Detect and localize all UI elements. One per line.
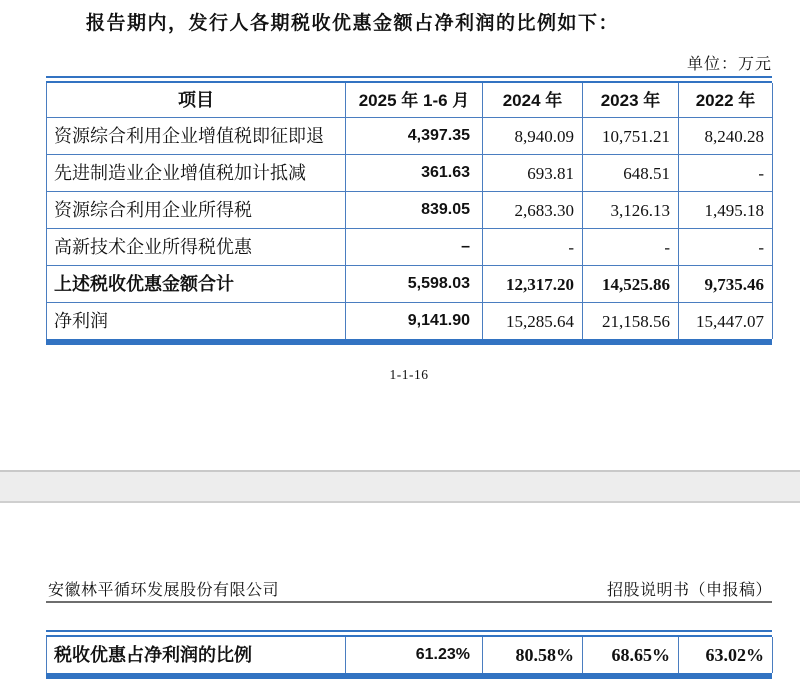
value-2024: 80.58% xyxy=(483,637,583,673)
value-2025: 9,141.90 xyxy=(346,303,483,340)
value-2023: 14,525.86 xyxy=(583,266,679,303)
value-2024: - xyxy=(483,229,583,266)
tax-benefit-table xyxy=(46,76,772,345)
value-2024: 15,285.64 xyxy=(483,303,583,340)
page-number: 1-1-16 xyxy=(389,367,429,382)
row-label: 先进制造业企业增值税加计抵减 xyxy=(47,155,346,192)
value-2023: 10,751.21 xyxy=(583,118,679,155)
value-2022: - xyxy=(679,229,773,266)
table-row xyxy=(47,118,773,155)
value-2024: 12,317.20 xyxy=(483,266,583,303)
table-row xyxy=(47,229,773,266)
header-cell-item: 项目 xyxy=(47,83,346,118)
value-2025: 5,598.03 xyxy=(346,266,483,303)
value-2022: 1,495.18 xyxy=(679,192,773,229)
value-2022: - xyxy=(679,155,773,192)
value-2023: 648.51 xyxy=(583,155,679,192)
table-bottom-rule xyxy=(46,673,772,679)
tax-benefit-table-grid xyxy=(46,83,773,339)
page-title: 报告期内，发行人各期税收优惠金额占净利润的比例如下： xyxy=(86,13,620,34)
value-2025: 4,397.35 xyxy=(346,118,483,155)
value-2024: 693.81 xyxy=(483,155,583,192)
header-cell-2023: 2023 年 xyxy=(583,83,679,118)
value-2022: 8,240.28 xyxy=(679,118,773,155)
value-2023: 68.65% xyxy=(583,637,679,673)
table-row-total xyxy=(47,266,773,303)
page-separator-bar xyxy=(0,470,800,503)
doc-header-company: 安徽林平循环发展股份有限公司 xyxy=(48,582,280,599)
table-bottom-rule xyxy=(46,339,772,345)
table-header-row xyxy=(47,83,773,118)
ratio-row xyxy=(47,637,773,673)
value-2024: 2,683.30 xyxy=(483,192,583,229)
value-2022: 9,735.46 xyxy=(679,266,773,303)
table-row xyxy=(47,155,773,192)
value-2023: - xyxy=(583,229,679,266)
row-label: 资源综合利用企业增值税即征即退 xyxy=(47,118,346,155)
table-row xyxy=(47,303,773,340)
header-cell-2025: 2025 年 1-6 月 xyxy=(346,83,483,118)
ratio-table xyxy=(46,630,772,679)
value-2025: 361.63 xyxy=(346,155,483,192)
table-top-double-rule xyxy=(46,76,772,83)
doc-header-rule xyxy=(46,601,772,603)
header-cell-2022: 2022 年 xyxy=(679,83,773,118)
ratio-table-grid xyxy=(46,637,773,673)
value-2023: 21,158.56 xyxy=(583,303,679,340)
doc-header-doc-type: 招股说明书（申报稿） xyxy=(606,582,772,599)
table-top-double-rule xyxy=(46,630,772,637)
value-2022: 63.02% xyxy=(679,637,773,673)
unit-label: 单位：万元 xyxy=(686,56,772,73)
table-row xyxy=(47,192,773,229)
row-label: 资源综合利用企业所得税 xyxy=(47,192,346,229)
row-label: 税收优惠占净利润的比例 xyxy=(47,637,346,673)
value-2025: 839.05 xyxy=(346,192,483,229)
value-2025: – xyxy=(346,229,483,266)
value-2025: 61.23% xyxy=(346,637,483,673)
row-label: 上述税收优惠金额合计 xyxy=(47,266,346,303)
row-label: 净利润 xyxy=(47,303,346,340)
value-2022: 15,447.07 xyxy=(679,303,773,340)
header-cell-2024: 2024 年 xyxy=(483,83,583,118)
row-label: 高新技术企业所得税优惠 xyxy=(47,229,346,266)
value-2023: 3,126.13 xyxy=(583,192,679,229)
value-2024: 8,940.09 xyxy=(483,118,583,155)
